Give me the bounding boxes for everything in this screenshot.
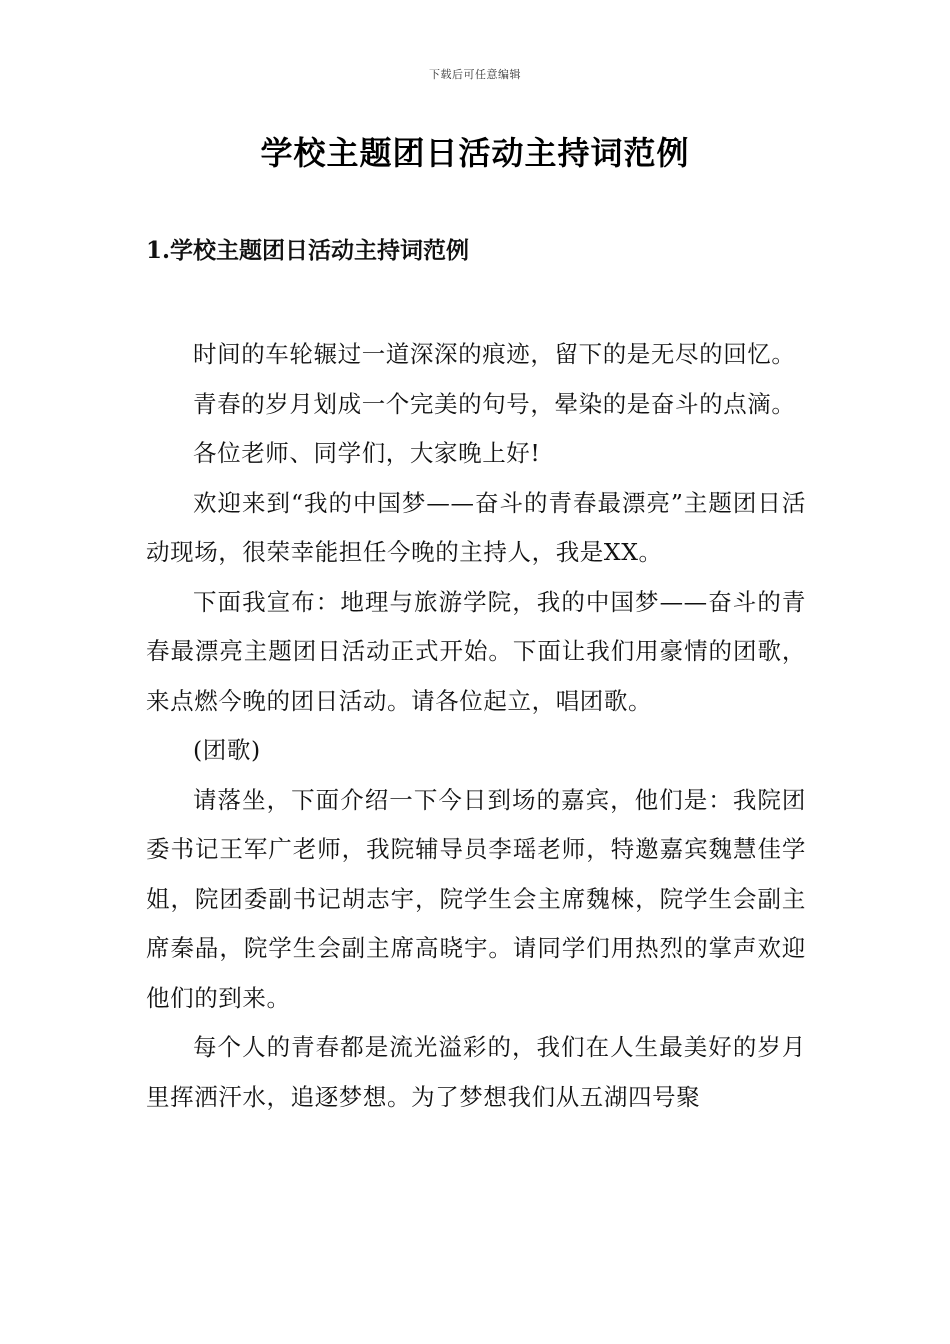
paragraph: 青春的岁月划成一个完美的句号，晕染的是奋斗的点滴。 [193, 389, 796, 418]
paragraph: 欢迎来到“我的中国梦——奋斗的青春最漂亮”主题团日活动现场，很荣幸能担任今晚的主持人，我是XX。 [146, 488, 806, 566]
header-note: 下载后可任意编辑 [429, 68, 521, 81]
paragraph: (团歌) [193, 736, 261, 764]
paragraph: 下面我宣布：地理与旅游学院，我的中国梦——奋斗的青春最漂亮主题团日活动正式开始。下面让我们用豪情的团歌，来点燃今晚的团日活动。请各位起立，唱团歌。 [146, 587, 806, 715]
document-title: 学校主题团日活动主持词范例 [260, 134, 690, 172]
body-text [146, 330, 806, 1122]
section-heading: 1.学校主题团日活动主持词范例 [146, 237, 470, 264]
paragraph: 每个人的青春都是流光溢彩的，我们在人生最美好的岁月里挥洒汗水，追逐梦想。为了梦想我们从五湖四号聚 [146, 1033, 806, 1111]
paragraph: 时间的车轮辗过一道深深的痕迹，留下的是无尽的回忆。 [193, 340, 796, 368]
paragraph: 请落坐，下面介绍一下今日到场的嘉宾，他们是：我院团委书记王军广老师，我院辅导员李瑶老师，特邀嘉宾魏慧佳学姐，院团委副书记胡志宇，院学生会主席魏棶，院学生会副主席秦晶，院学生会副主席高晓宇。请同学们用热烈的掌声欢迎他们的到来。 [146, 785, 806, 1012]
paragraph: 各位老师、同学们，大家晚上好! [193, 439, 541, 467]
